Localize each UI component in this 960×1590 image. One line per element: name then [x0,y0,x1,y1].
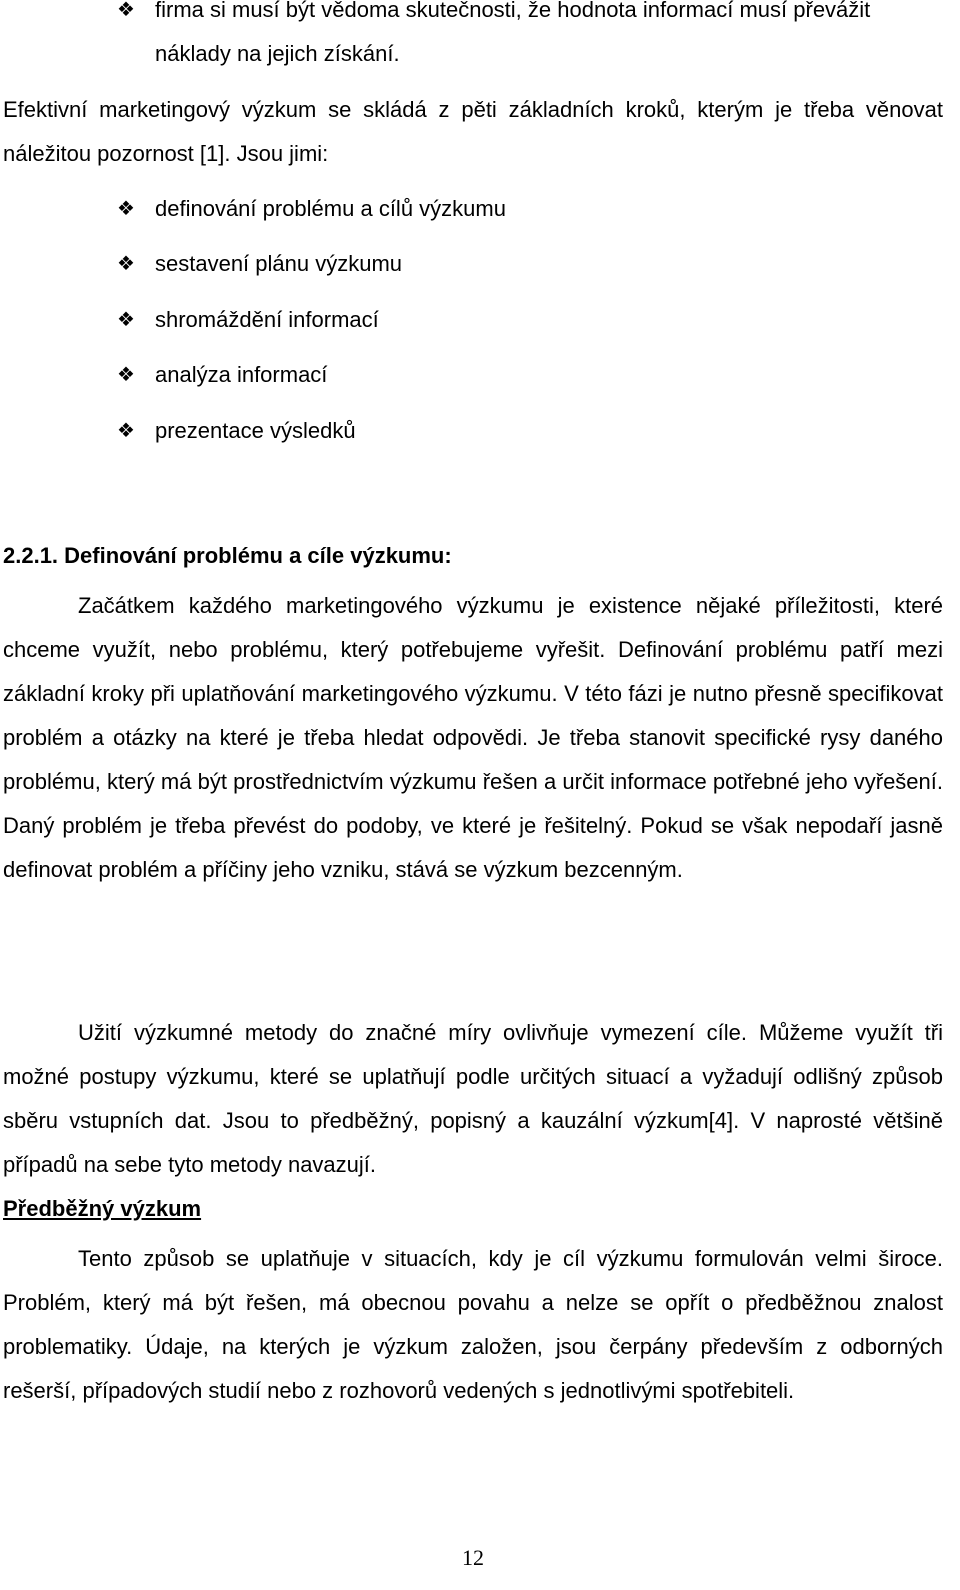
section-paragraph-1: Začátkem každého marketingového výzkumu je existence nějaké příležitosti, které chceme využít, nebo problému, který potřebujeme vyřešit. Definování problému patří mezi základní kroky při uplatňování marketingového výzkumu. V této fázi je nutno přesně specifikovat problém a otázky na které je třeba hledat odpovědi. Je třeba stanovit specifické rysy daného problému, který má být prostřednictvím výzkumu řešen a určit informace potřebné jeho vyřešení. Daný problém je třeba převést do podoby, ve které je řešitelný. Pokud se však nepodaří jasně definovat problém a příčiny jeho vzniku, stává se výzkum bezcenným. [3,593,943,882]
diamond-bullet-icon: ❖ [117,364,135,386]
step-item-1 [117,187,947,231]
section-paragraph-2: Užití výzkumné metody do značné míry ovlivňuje vymezení cíle. Můžeme využít tři možné postupy výzkumu, které se uplatňují podle určitých situací a vyžadují odlišný způsob sběru vstupních dat. Jsou to předběžný, popisný a kauzální výzkum[4]. V naprosté většině případů na sebe tyto metody navazují. [3,1020,943,1177]
subsection-heading: Předběžný výzkum [3,1196,202,1221]
diamond-bullet-icon: ❖ [117,198,135,220]
subsection-paragraph: Tento způsob se uplatňuje v situacích, kdy je cíl výzkumu formulován velmi široce. Problém, který má být řešen, má obecnou povahu a nelze se opřít o předběžnou znalost problematiky. Údaje, na kterých je výzkum založen, jsou čerpány především z odborných rešerší, případových studií nebo z rozhovorů vedených s jednotlivými spotřebiteli. [3,1246,943,1403]
diamond-bullet-icon: ❖ [117,0,135,21]
step-item-3 [117,298,947,342]
diamond-bullet-icon: ❖ [117,309,135,331]
top-bullet-item [117,0,947,76]
diamond-bullet-icon: ❖ [117,420,135,442]
top-bullet-text: firma si musí být vědoma skutečnosti, že hodnota informací musí převážit náklady na jejich získání. [155,0,871,66]
step-item-5 [117,409,947,453]
diamond-bullet-icon: ❖ [117,253,135,275]
step-item-4 [117,353,947,397]
page-number: 12 [462,1545,484,1570]
step-text: prezentace výsledků [155,418,356,443]
section-heading: 2.2.1. Definování problému a cíle výzkumu: [3,543,452,568]
step-text: analýza informací [155,362,328,387]
step-text: sestavení plánu výzkumu [155,251,403,276]
step-item-2 [117,242,947,286]
step-text: definování problému a cílů výzkumu [155,196,506,221]
intro-paragraph: Efektivní marketingový výzkum se skládá z pěti základních kroků, kterým je třeba věnovat náležitou pozornost [1]. Jsou jimi: [3,97,943,166]
step-text: shromáždění informací [155,307,379,332]
